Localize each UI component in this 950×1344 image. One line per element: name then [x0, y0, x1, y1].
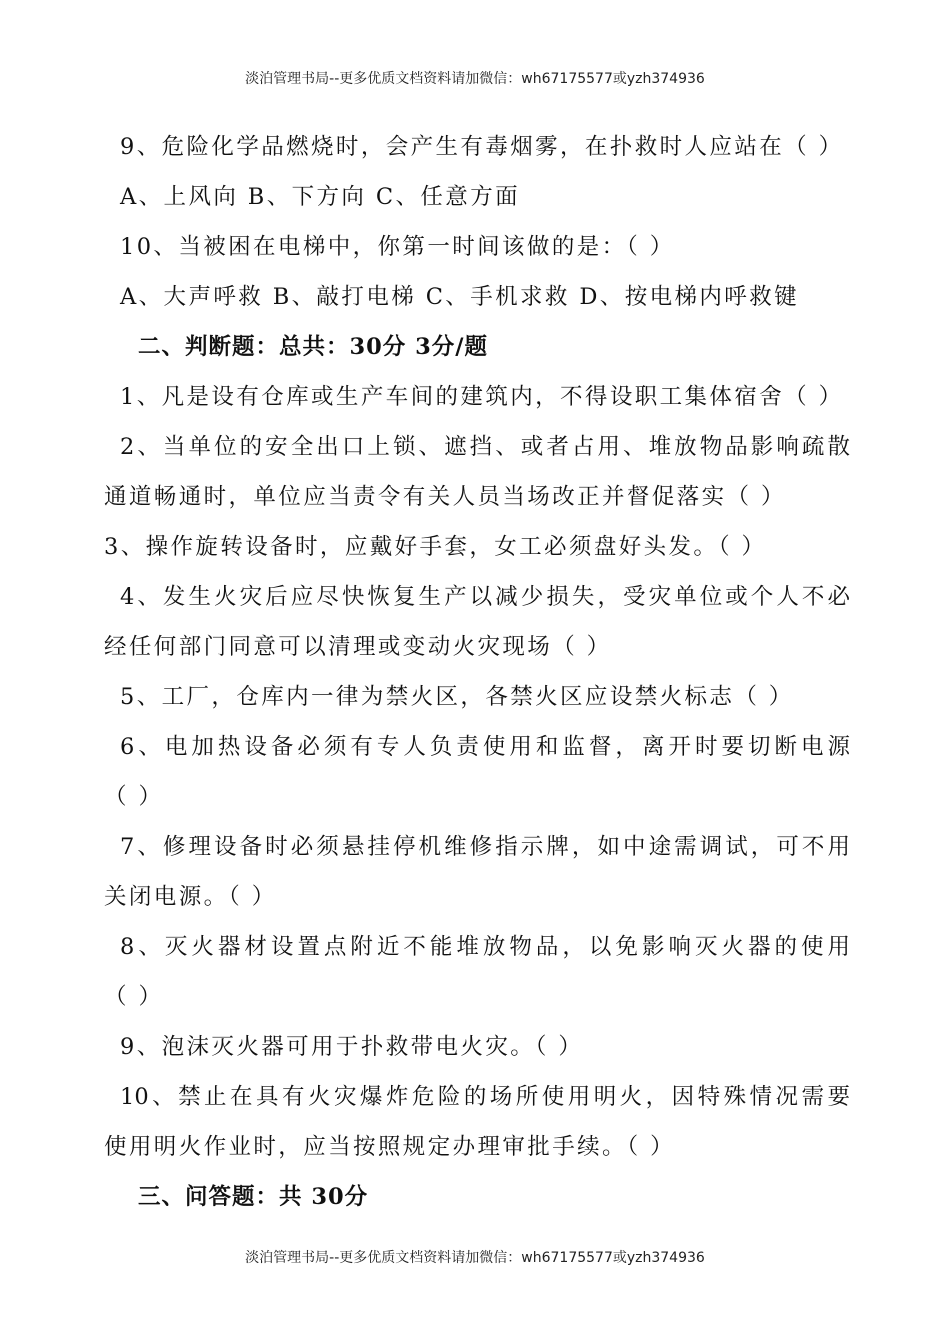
- section-heading: 二、判断题：总共：30分 3分/题: [138, 334, 489, 360]
- question-line: A、上风向 B、下方向 C、任意方面: [120, 184, 521, 210]
- question-line: 7、修理设备时必须悬挂停机维修指示牌，如中途需调试，可不用: [120, 834, 850, 860]
- question-line: 6、电加热设备必须有专人负责使用和监督，离开时要切断电源: [120, 734, 850, 760]
- question-line: 10、当被困在电梯中，你第一时间该做的是：（ ）: [120, 234, 675, 260]
- question-line: 10、禁止在具有火灾爆炸危险的场所使用明火，因特殊情况需要: [120, 1084, 850, 1110]
- question-line: （ ）: [104, 984, 164, 1010]
- question-line: 经任何部门同意可以清理或变动火灾现场（ ）: [104, 634, 612, 660]
- question-line: 3、操作旋转设备时，应戴好手套，女工必须盘好头发。（ ）: [104, 534, 767, 560]
- question-line: 使用明火作业时，应当按照规定办理审批手续。（ ）: [104, 1134, 676, 1160]
- question-line: 8、灭火器材设置点附近不能堆放物品，以免影响灭火器的使用: [120, 934, 850, 960]
- page-header: 淡泊管理书局--更多优质文档资料请加微信：wh67175577或yzh374936: [245, 71, 705, 87]
- page-footer: 淡泊管理书局--更多优质文档资料请加微信：wh67175577或yzh374936: [245, 1250, 705, 1266]
- section-heading: 三、问答题：共 30分: [138, 1184, 369, 1210]
- question-line: 通道畅通时，单位应当责令有关人员当场改正并督促落实（ ）: [104, 484, 786, 510]
- question-line: 关闭电源。（ ）: [104, 884, 277, 910]
- question-line: 9、危险化学品燃烧时，会产生有毒烟雾，在扑救时人应站在（ ）: [120, 134, 844, 160]
- question-line: 9、泡沫灭火器可用于扑救带电火灾。（ ）: [120, 1034, 584, 1060]
- question-line: （ ）: [104, 784, 164, 810]
- question-line: A、大声呼救 B、敲打电梯 C、手机求救 D、按电梯内呼救键: [120, 284, 799, 310]
- question-line: 2、当单位的安全出口上锁、遮挡、或者占用、堆放物品影响疏散: [120, 434, 850, 460]
- question-line: 5、工厂，仓库内一律为禁火区，各禁火区应设禁火标志（ ）: [120, 684, 794, 710]
- question-line: 1、凡是设有仓库或生产车间的建筑内，不得设职工集体宿舍（ ）: [120, 384, 844, 410]
- question-line: 4、发生火灾后应尽快恢复生产以减少损失，受灾单位或个人不必: [120, 584, 850, 610]
